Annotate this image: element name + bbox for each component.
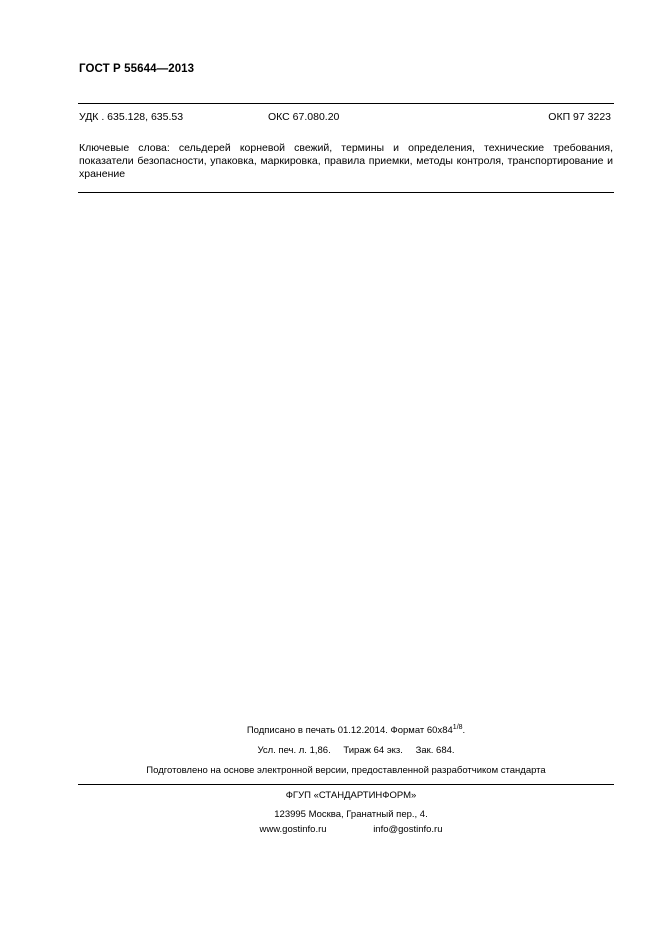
keywords-divider	[78, 192, 614, 193]
signed-for-print	[79, 724, 613, 736]
print-details	[79, 745, 613, 756]
standard-code: ГОСТ Р 55644—2013	[79, 63, 195, 75]
printed-sheets: Усл. печ. л. 1,86.	[257, 745, 331, 756]
udk-code: УДК . 635.128, 635.53	[79, 111, 184, 123]
okp-code: ОКП 97 3223	[548, 111, 611, 123]
publisher-name: ФГУП «СТАНДАРТИНФОРМ»	[285, 790, 417, 801]
top-divider	[78, 103, 614, 104]
circulation: Тираж 64 экз.	[343, 745, 403, 756]
publisher-contacts	[79, 824, 613, 835]
email-link[interactable]: info@gostinfo.ru	[373, 824, 443, 835]
website-link[interactable]: www.gostinfo.ru	[259, 824, 327, 835]
imprint-divider	[78, 784, 614, 785]
prepared-note: Подготовлено на основе электронной версии, предоставленной разработчиком стандарта	[146, 765, 546, 776]
publisher-address: 123995 Москва, Гранатный пер., 4.	[274, 809, 428, 820]
keywords-paragraph: Ключевые слова: сельдерей корневой свежий, термины и определения, технические требования, показатели безопасности, упаковка, маркировка, правила приемки, методы контроля, транспортирование и хранение	[79, 142, 613, 181]
format-fraction: 1/8	[452, 724, 463, 731]
signed-text: Подписано в печать 01.12.2014. Формат 60х84	[246, 725, 453, 737]
oks-code: ОКС 67.080.20	[268, 111, 340, 123]
order-number: Зак. 684.	[415, 745, 455, 756]
format-end: .	[462, 725, 466, 737]
